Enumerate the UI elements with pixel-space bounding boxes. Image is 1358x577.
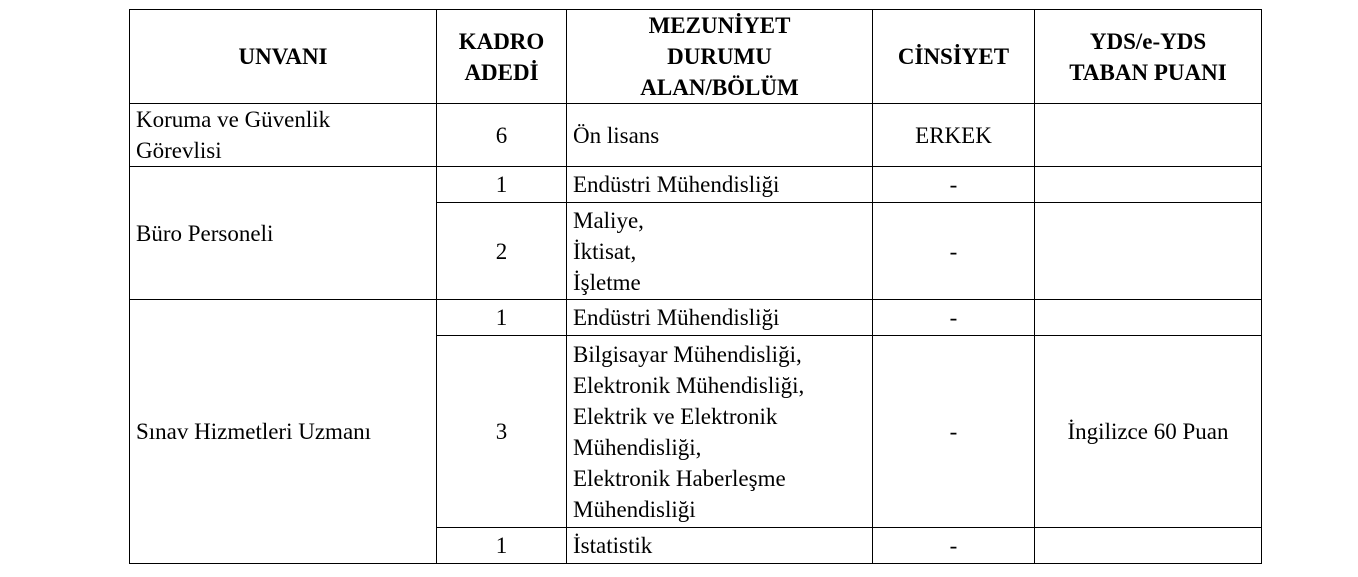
table-row xyxy=(130,104,1262,167)
cell-education: Endüstri Mühendisliği xyxy=(567,300,873,336)
cell-count: 1 xyxy=(437,528,567,564)
cell-yds: İngilizce 60 Puan xyxy=(1035,336,1262,528)
cell-gender: - xyxy=(873,300,1035,336)
cell-gender: - xyxy=(873,528,1035,564)
cell-gender: - xyxy=(873,167,1035,203)
cell-yds xyxy=(1035,300,1262,336)
cell-yds xyxy=(1035,167,1262,203)
cell-count: 3 xyxy=(437,336,567,528)
table-row xyxy=(130,167,1262,203)
cell-title: Koruma ve Güvenlik Görevlisi xyxy=(130,104,437,167)
header-row xyxy=(130,10,1262,104)
cell-count: 1 xyxy=(437,300,567,336)
positions-table xyxy=(129,9,1262,564)
cell-gender: ERKEK xyxy=(873,104,1035,167)
header-education: MEZUNİYET DURUMU ALAN/BÖLÜM xyxy=(567,10,873,104)
cell-education: İstatistik xyxy=(567,528,873,564)
table-row xyxy=(130,300,1262,336)
header-yds: YDS/e-YDS TABAN PUANI xyxy=(1035,10,1262,104)
cell-count: 1 xyxy=(437,167,567,203)
cell-education: Maliye, İktisat, İşletme xyxy=(567,203,873,300)
cell-education: Endüstri Mühendisliği xyxy=(567,167,873,203)
cell-gender: - xyxy=(873,336,1035,528)
cell-gender: - xyxy=(873,203,1035,300)
cell-education: Ön lisans xyxy=(567,104,873,167)
cell-count: 2 xyxy=(437,203,567,300)
header-title: UNVANI xyxy=(130,10,437,104)
cell-yds xyxy=(1035,528,1262,564)
cell-title: Büro Personeli xyxy=(130,167,437,300)
cell-yds xyxy=(1035,104,1262,167)
header-count: KADRO ADEDİ xyxy=(437,10,567,104)
cell-yds xyxy=(1035,203,1262,300)
cell-education: Bilgisayar Mühendisliği, Elektronik Mühendisliği, Elektrik ve Elektronik Mühendisliği, Elektronik Haberleşme Mühendisliği xyxy=(567,336,873,528)
cell-count: 6 xyxy=(437,104,567,167)
cell-title: Sınav Hizmetleri Uzmanı xyxy=(130,300,437,564)
header-gender: CİNSİYET xyxy=(873,10,1035,104)
